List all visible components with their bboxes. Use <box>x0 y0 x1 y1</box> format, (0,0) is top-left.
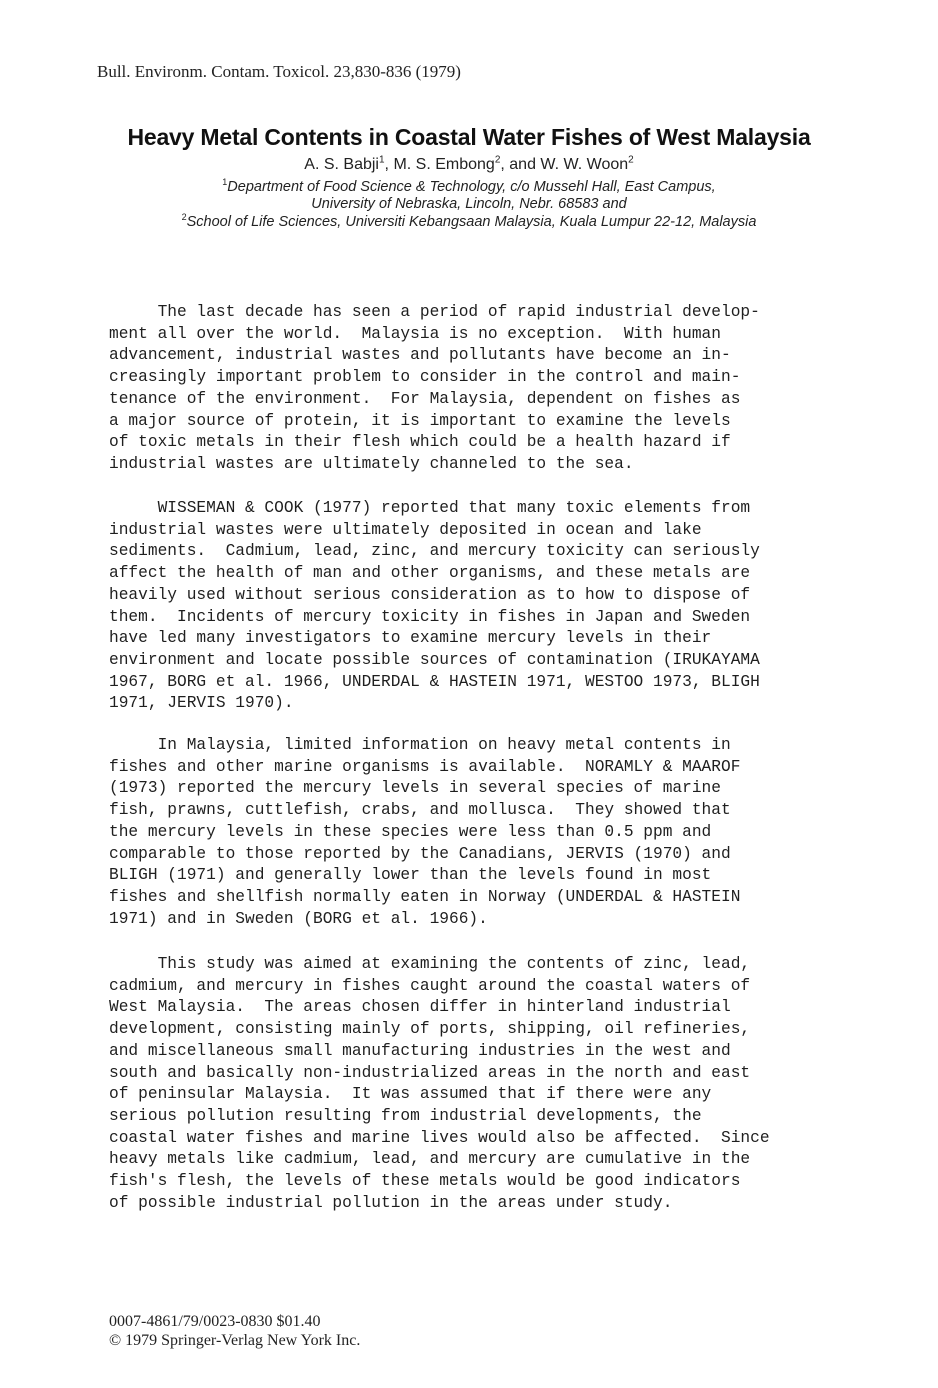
affiliation-marker: 1 <box>378 154 385 166</box>
affiliation-line <box>0 179 938 195</box>
publication-code: 0007-4861/79/0023-0830 $01.40 <box>109 1313 321 1330</box>
affiliation-marker: 2 <box>628 154 634 166</box>
affiliation-marker: 1 <box>222 177 228 188</box>
journal-citation: Bull. Environm. Contam. Toxicol. 23,830-836 (1979) <box>97 62 461 81</box>
paper-title: Heavy Metal Contents in Coastal Water Fishes of West Malaysia <box>127 124 811 150</box>
author-name: and W. W. Woon <box>509 156 629 173</box>
body-paragraph <box>109 954 849 1214</box>
copyright-notice: © 1979 Springer-Verlag New York Inc. <box>109 1332 361 1349</box>
affiliation-line <box>0 196 938 212</box>
paragraph-text: This study was aimed at examining the contents of zinc, lead, cadmium, and mercury in fishes caught around the coastal waters of West Malaysia. The areas chosen differ in hinterland industrial development, consisting mainly of ports, shipping, oil refineries, and miscellaneous small manufacturing industries in the west and south and basically non-industrialized areas in the north and east of peninsular Malaysia. It was assumed that if there were any serious pollution resulting from industrial developments, the coastal water fishes and marine lives would also be affected. Since heavy metals like cadmium, lead, and mercury are cumulative in the fish's flesh, the levels of these metals would be good indicators of possible industrial pollution in the areas under study. <box>109 955 770 1212</box>
author-line: A. S. Babji$^1$, M. S. Embong$^2$, and W. W. Woon$^2$ <box>304 154 634 173</box>
body-paragraph <box>109 735 849 930</box>
body-paragraph <box>109 498 849 715</box>
affiliation-text: University of Nebraska, Lincoln, Nebr. 68583 and <box>311 196 627 212</box>
author-name: A. S. Babji <box>304 156 379 173</box>
affiliation-marker: 2 <box>494 154 501 166</box>
author-name: M. S. Embong <box>393 156 495 173</box>
paragraph-text: WISSEMAN & COOK (1977) reported that many toxic elements from industrial wastes were ultimately deposited in ocean and lake sediments. Cadmium, lead, zinc, and mercury toxicity can seriously affect the health of man and other organisms, and these metals are heavily used without serious consideration as to how to dispose of them. Incidents of mercury toxicity in fishes in Japan and Sweden have led many investigators to examine mercury levels in their environment and locate possible sources of contamination (IRUKAYAMA 1967, BORG et al. 1966, UNDERDAL & HASTEIN 1971, WESTOO 1973, BLIGH 1971, JERVIS 1970). <box>109 499 760 713</box>
affiliation-marker: 2 <box>181 212 187 223</box>
affiliation-text: Department of Food Science & Technology, c/o Mussehl Hall, East Campus, <box>227 179 716 195</box>
paragraph-text: In Malaysia, limited information on heavy metal contents in fishes and other marine organisms is available. NORAMLY & MAAROF (1973) reported the mercury levels in several species of marine fish, prawns, cuttlefish, crabs, and mollusca. They showed that the mercury levels in these species were less than 0.5 ppm and comparable to those reported by the Canadians, JERVIS (1970) and BLIGH (1971) and generally lower than the levels found in most fishes and shellfish normally eaten in Norway (UNDERDAL & HASTEIN 1971) and in Sweden (BORG et al. 1966). <box>109 736 741 928</box>
affiliation-text: School of Life Sciences, Universiti Kebangsaan Malaysia, Kuala Lumpur 22-12, Malaysia <box>186 214 757 230</box>
paragraph-text: The last decade has seen a period of rapid industrial develop- ment all over the world. Malaysia is no exception. With human advancement, industrial wastes and pollutants have become an in- creasingly important problem to consider in the control and main- tenance of the environment. For Malaysia, dependent on fishes as a major source of protein, it is important to examine the levels of toxic metals in their flesh which could be a health hazard if industrial wastes are ultimately channeled to the sea. <box>109 303 760 473</box>
affiliation-line <box>0 214 938 230</box>
page-footer <box>109 1312 360 1350</box>
body-paragraph <box>109 302 849 476</box>
